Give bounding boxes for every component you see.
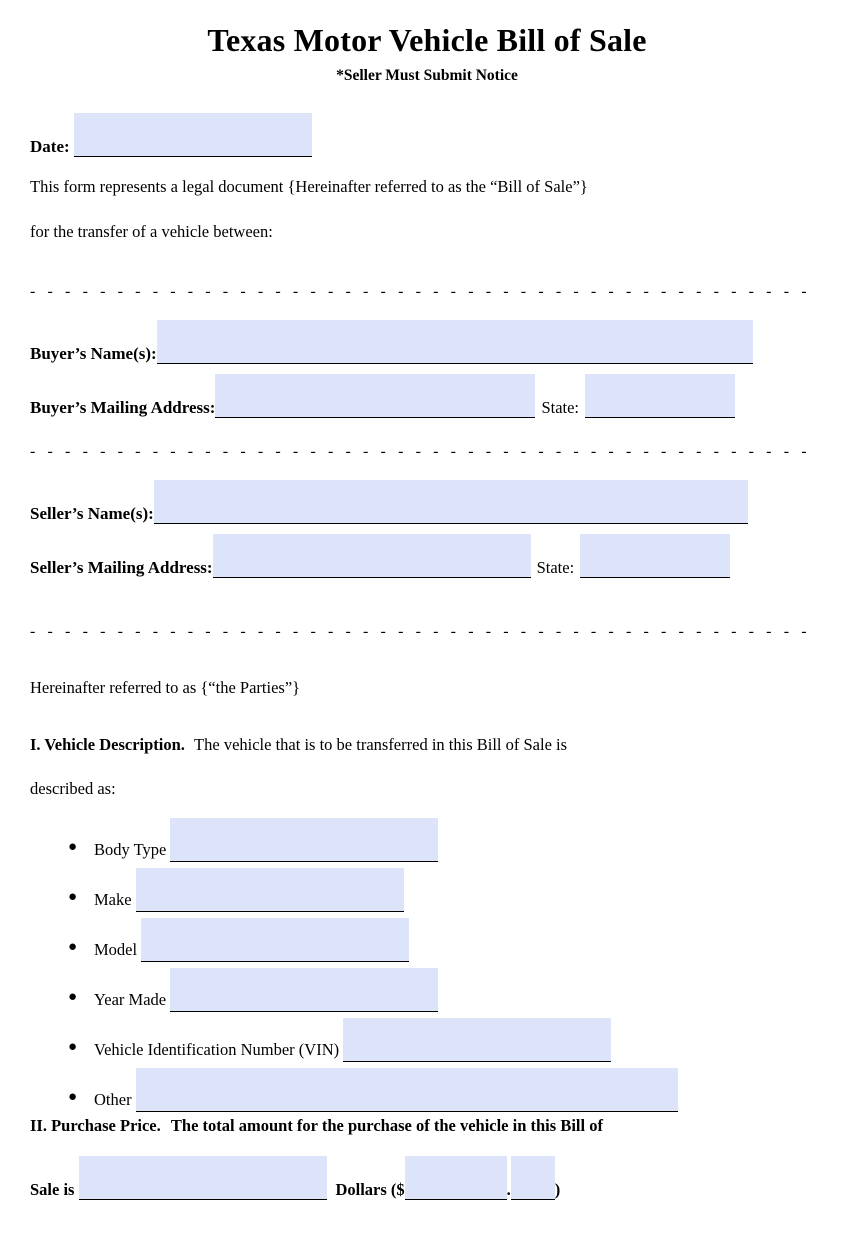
buyer-name-input[interactable]: [157, 320, 753, 364]
divider-2: - - - - - - - - - - - - - - - - - - - - - - - - - - - - - - - - - - - - - - - - - - - - -: [30, 444, 811, 460]
bullet-icon: ●: [68, 938, 78, 955]
purchase-price-row: [30, 1154, 824, 1198]
section-1-line-1: [30, 734, 824, 754]
document-body: [30, 85, 824, 1198]
date-row: [30, 111, 824, 155]
price-dollars-input[interactable]: [405, 1156, 507, 1200]
vin-input[interactable]: [343, 1018, 611, 1062]
vehicle-description-list: [30, 810, 824, 1110]
bullet-icon: ●: [68, 1038, 78, 1055]
decimal-separator: .: [506, 1179, 511, 1199]
close-paren: ): [554, 1179, 561, 1199]
document-page: [0, 22, 854, 1244]
make-input[interactable]: [136, 868, 404, 912]
intro-line-2: for the transfer of a vehicle between:: [30, 221, 273, 241]
section-2-text: The total amount for the purchase of the vehicle in this Bill of: [170, 1115, 603, 1135]
seller-name-input[interactable]: [154, 480, 748, 524]
dollars-label: Dollars ($: [335, 1179, 405, 1199]
section-2-line-1: [30, 1115, 824, 1135]
section-2-heading: II. Purchase Price.: [30, 1115, 161, 1135]
bullet-icon: ●: [68, 838, 78, 855]
body-type-input[interactable]: [170, 818, 438, 862]
buyer-state-input[interactable]: [585, 374, 735, 418]
list-item: [30, 1010, 824, 1060]
page-title: Texas Motor Vehicle Bill of Sale: [207, 22, 647, 58]
body-type-label: Body Type: [94, 840, 167, 859]
list-item: [30, 860, 824, 910]
bullet-icon: ●: [68, 888, 78, 905]
year-made-label: Year Made: [94, 990, 167, 1009]
section-1-text: The vehicle that is to be transferred in this Bill of Sale is: [194, 734, 568, 754]
divider-3: - - - - - - - - - - - - - - - - - - - - - - - - - - - - - - - - - - - - - - - - - - - - -: [30, 624, 811, 640]
buyer-address-input[interactable]: [215, 374, 535, 418]
seller-name-label: Seller’s Name(s):: [30, 504, 154, 523]
seller-address-input[interactable]: [213, 534, 531, 578]
model-label: Model: [94, 940, 138, 959]
model-input[interactable]: [141, 918, 409, 962]
list-item: [30, 910, 824, 960]
seller-address-label: Seller’s Mailing Address:: [30, 558, 213, 577]
buyer-address-label: Buyer’s Mailing Address:: [30, 398, 216, 417]
section-1-heading: I. Vehicle Description.: [30, 734, 185, 754]
buyer-name-row: [30, 316, 824, 362]
seller-address-row: [30, 530, 824, 576]
other-input[interactable]: [136, 1068, 678, 1112]
divider-1: - - - - - - - - - - - - - - - - - - - - - - - - - - - - - - - - - - - - - - - - - - - - -: [30, 284, 811, 300]
date-input[interactable]: [74, 113, 312, 157]
bullet-icon: ●: [68, 1088, 78, 1105]
price-words-input[interactable]: [79, 1156, 327, 1200]
intro-line-1: This form represents a legal document {Hereinafter referred to as the “Bill of Sale”}: [30, 177, 588, 196]
vin-label: Vehicle Identification Number (VIN): [94, 1040, 340, 1059]
sale-is-label: Sale is: [30, 1179, 75, 1199]
buyer-address-row: [30, 370, 824, 416]
page-subtitle: *Seller Must Submit Notice: [336, 67, 518, 84]
seller-state-input[interactable]: [580, 534, 730, 578]
list-item: [30, 960, 824, 1010]
section-1-line-2: described as:: [30, 779, 116, 798]
other-label: Other: [94, 1090, 132, 1109]
year-made-input[interactable]: [170, 968, 438, 1012]
buyer-name-label: Buyer’s Name(s):: [30, 344, 157, 363]
bullet-icon: ●: [68, 988, 78, 1005]
list-item: [30, 1060, 824, 1110]
price-cents-input[interactable]: [511, 1156, 555, 1200]
list-item: [30, 810, 824, 860]
parties-line: Hereinafter referred to as {“the Parties”}: [30, 678, 301, 697]
buyer-state-label: State:: [541, 397, 580, 417]
seller-state-label: State:: [536, 557, 575, 577]
make-label: Make: [94, 890, 132, 909]
date-label: Date:: [30, 137, 70, 156]
seller-name-row: [30, 476, 824, 522]
